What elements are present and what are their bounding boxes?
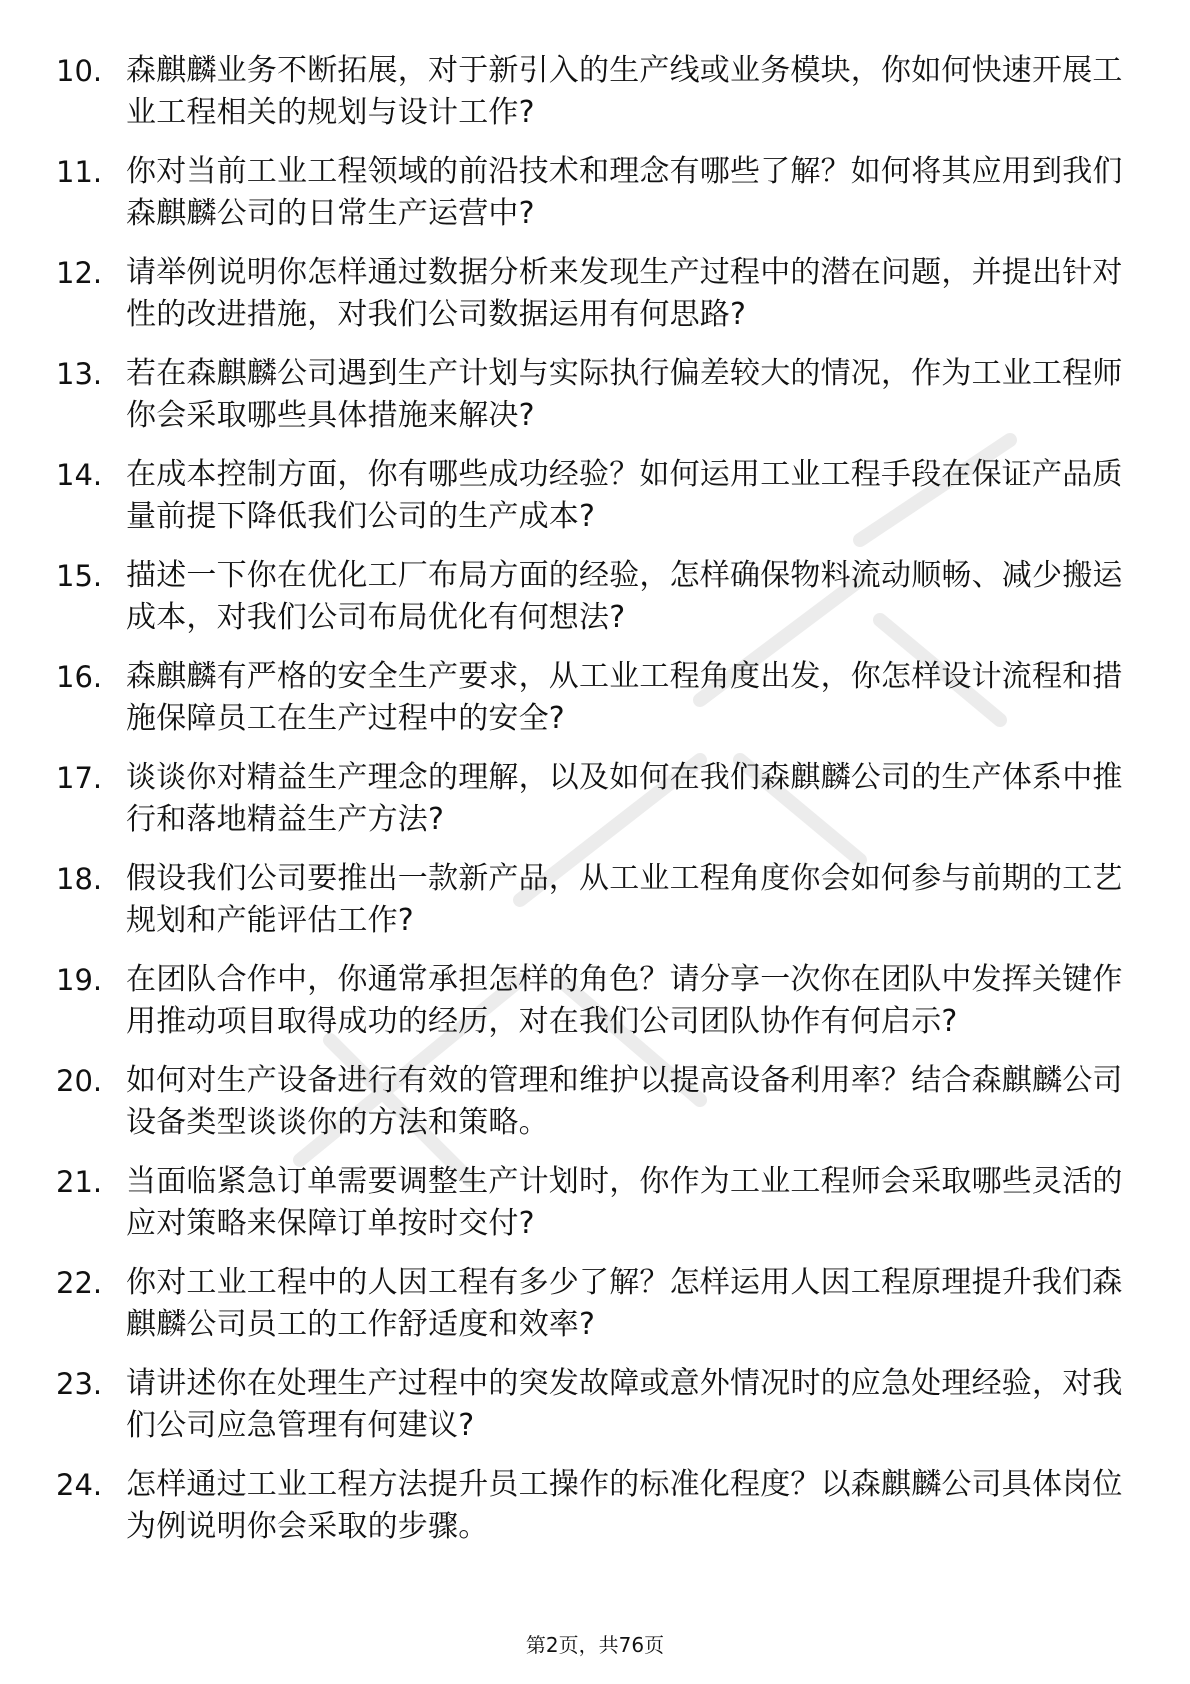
question-number: 24. xyxy=(56,1468,103,1502)
question-number: 10. xyxy=(56,54,103,88)
question-item xyxy=(56,1363,1136,1447)
question-number: 15. xyxy=(56,559,103,593)
question-text: 请举例说明你怎样通过数据分析来发现生产过程中的潜在问题，并提出针对性的改进措施，对我们公司数据运用有何思路? xyxy=(126,255,1123,332)
question-number: 12. xyxy=(56,256,103,290)
question-item xyxy=(56,1464,1136,1548)
page-footer: 第2页，共76页 xyxy=(525,1633,665,1657)
question-item xyxy=(56,1262,1136,1346)
question-text: 森麒麟有严格的安全生产要求，从工业工程角度出发，你怎样设计流程和措施保障员工在生产过程中的安全? xyxy=(126,659,1123,736)
question-item xyxy=(56,555,1136,639)
question-item xyxy=(56,454,1136,538)
question-text: 谈谈你对精益生产理念的理解，以及如何在我们森麒麟公司的生产体系中推行和落地精益生产方法? xyxy=(126,760,1123,837)
question-text: 当面临紧急订单需要调整生产计划时，你作为工业工程师会采取哪些灵活的应对策略来保障订单按时交付? xyxy=(126,1164,1123,1241)
question-item xyxy=(56,858,1136,942)
question-item xyxy=(56,656,1136,740)
question-text: 描述一下你在优化工厂布局方面的经验，怎样确保物料流动顺畅、减少搬运成本，对我们公司布局优化有何想法? xyxy=(126,558,1123,635)
question-text: 在团队合作中，你通常承担怎样的角色？请分享一次你在团队中发挥关键作用推动项目取得成功的经历，对在我们公司团队协作有何启示? xyxy=(126,962,1123,1039)
question-text: 假设我们公司要推出一款新产品，从工业工程角度你会如何参与前期的工艺规划和产能评估工作? xyxy=(126,861,1123,938)
question-number: 22. xyxy=(56,1266,103,1300)
question-item xyxy=(56,757,1136,841)
question-item xyxy=(56,50,1136,134)
question-list xyxy=(56,50,1136,1565)
question-text: 请讲述你在处理生产过程中的突发故障或意外情况时的应急处理经验，对我们公司应急管理有何建议? xyxy=(126,1366,1123,1443)
question-number: 16. xyxy=(56,660,103,694)
question-number: 14. xyxy=(56,458,103,492)
question-text: 你对工业工程中的人因工程有多少了解？怎样运用人因工程原理提升我们森麒麟公司员工的工作舒适度和效率? xyxy=(126,1265,1123,1342)
question-text: 你对当前工业工程领域的前沿技术和理念有哪些了解？如何将其应用到我们森麒麟公司的日常生产运营中? xyxy=(126,154,1123,231)
question-text: 森麒麟业务不断拓展，对于新引入的生产线或业务模块，你如何快速开展工业工程相关的规划与设计工作? xyxy=(126,53,1123,130)
question-text: 怎样通过工业工程方法提升员工操作的标准化程度？以森麒麟公司具体岗位为例说明你会采取的步骤。 xyxy=(126,1467,1123,1544)
question-item xyxy=(56,1161,1136,1245)
question-item xyxy=(56,252,1136,336)
question-number: 21. xyxy=(56,1165,103,1199)
question-item xyxy=(56,1060,1136,1144)
question-text: 如何对生产设备进行有效的管理和维护以提高设备利用率？结合森麒麟公司设备类型谈谈你的方法和策略。 xyxy=(126,1063,1123,1140)
question-text: 若在森麒麟公司遇到生产计划与实际执行偏差较大的情况，作为工业工程师你会采取哪些具体措施来解决? xyxy=(126,356,1123,433)
question-number: 23. xyxy=(56,1367,103,1401)
question-number: 13. xyxy=(56,357,103,391)
question-number: 20. xyxy=(56,1064,103,1098)
question-number: 18. xyxy=(56,862,103,896)
question-item xyxy=(56,353,1136,437)
question-number: 17. xyxy=(56,761,103,795)
question-number: 11. xyxy=(56,155,103,189)
question-item xyxy=(56,151,1136,235)
question-number: 19. xyxy=(56,963,103,997)
question-item xyxy=(56,959,1136,1043)
question-text: 在成本控制方面，你有哪些成功经验？如何运用工业工程手段在保证产品质量前提下降低我们公司的生产成本? xyxy=(126,457,1123,534)
